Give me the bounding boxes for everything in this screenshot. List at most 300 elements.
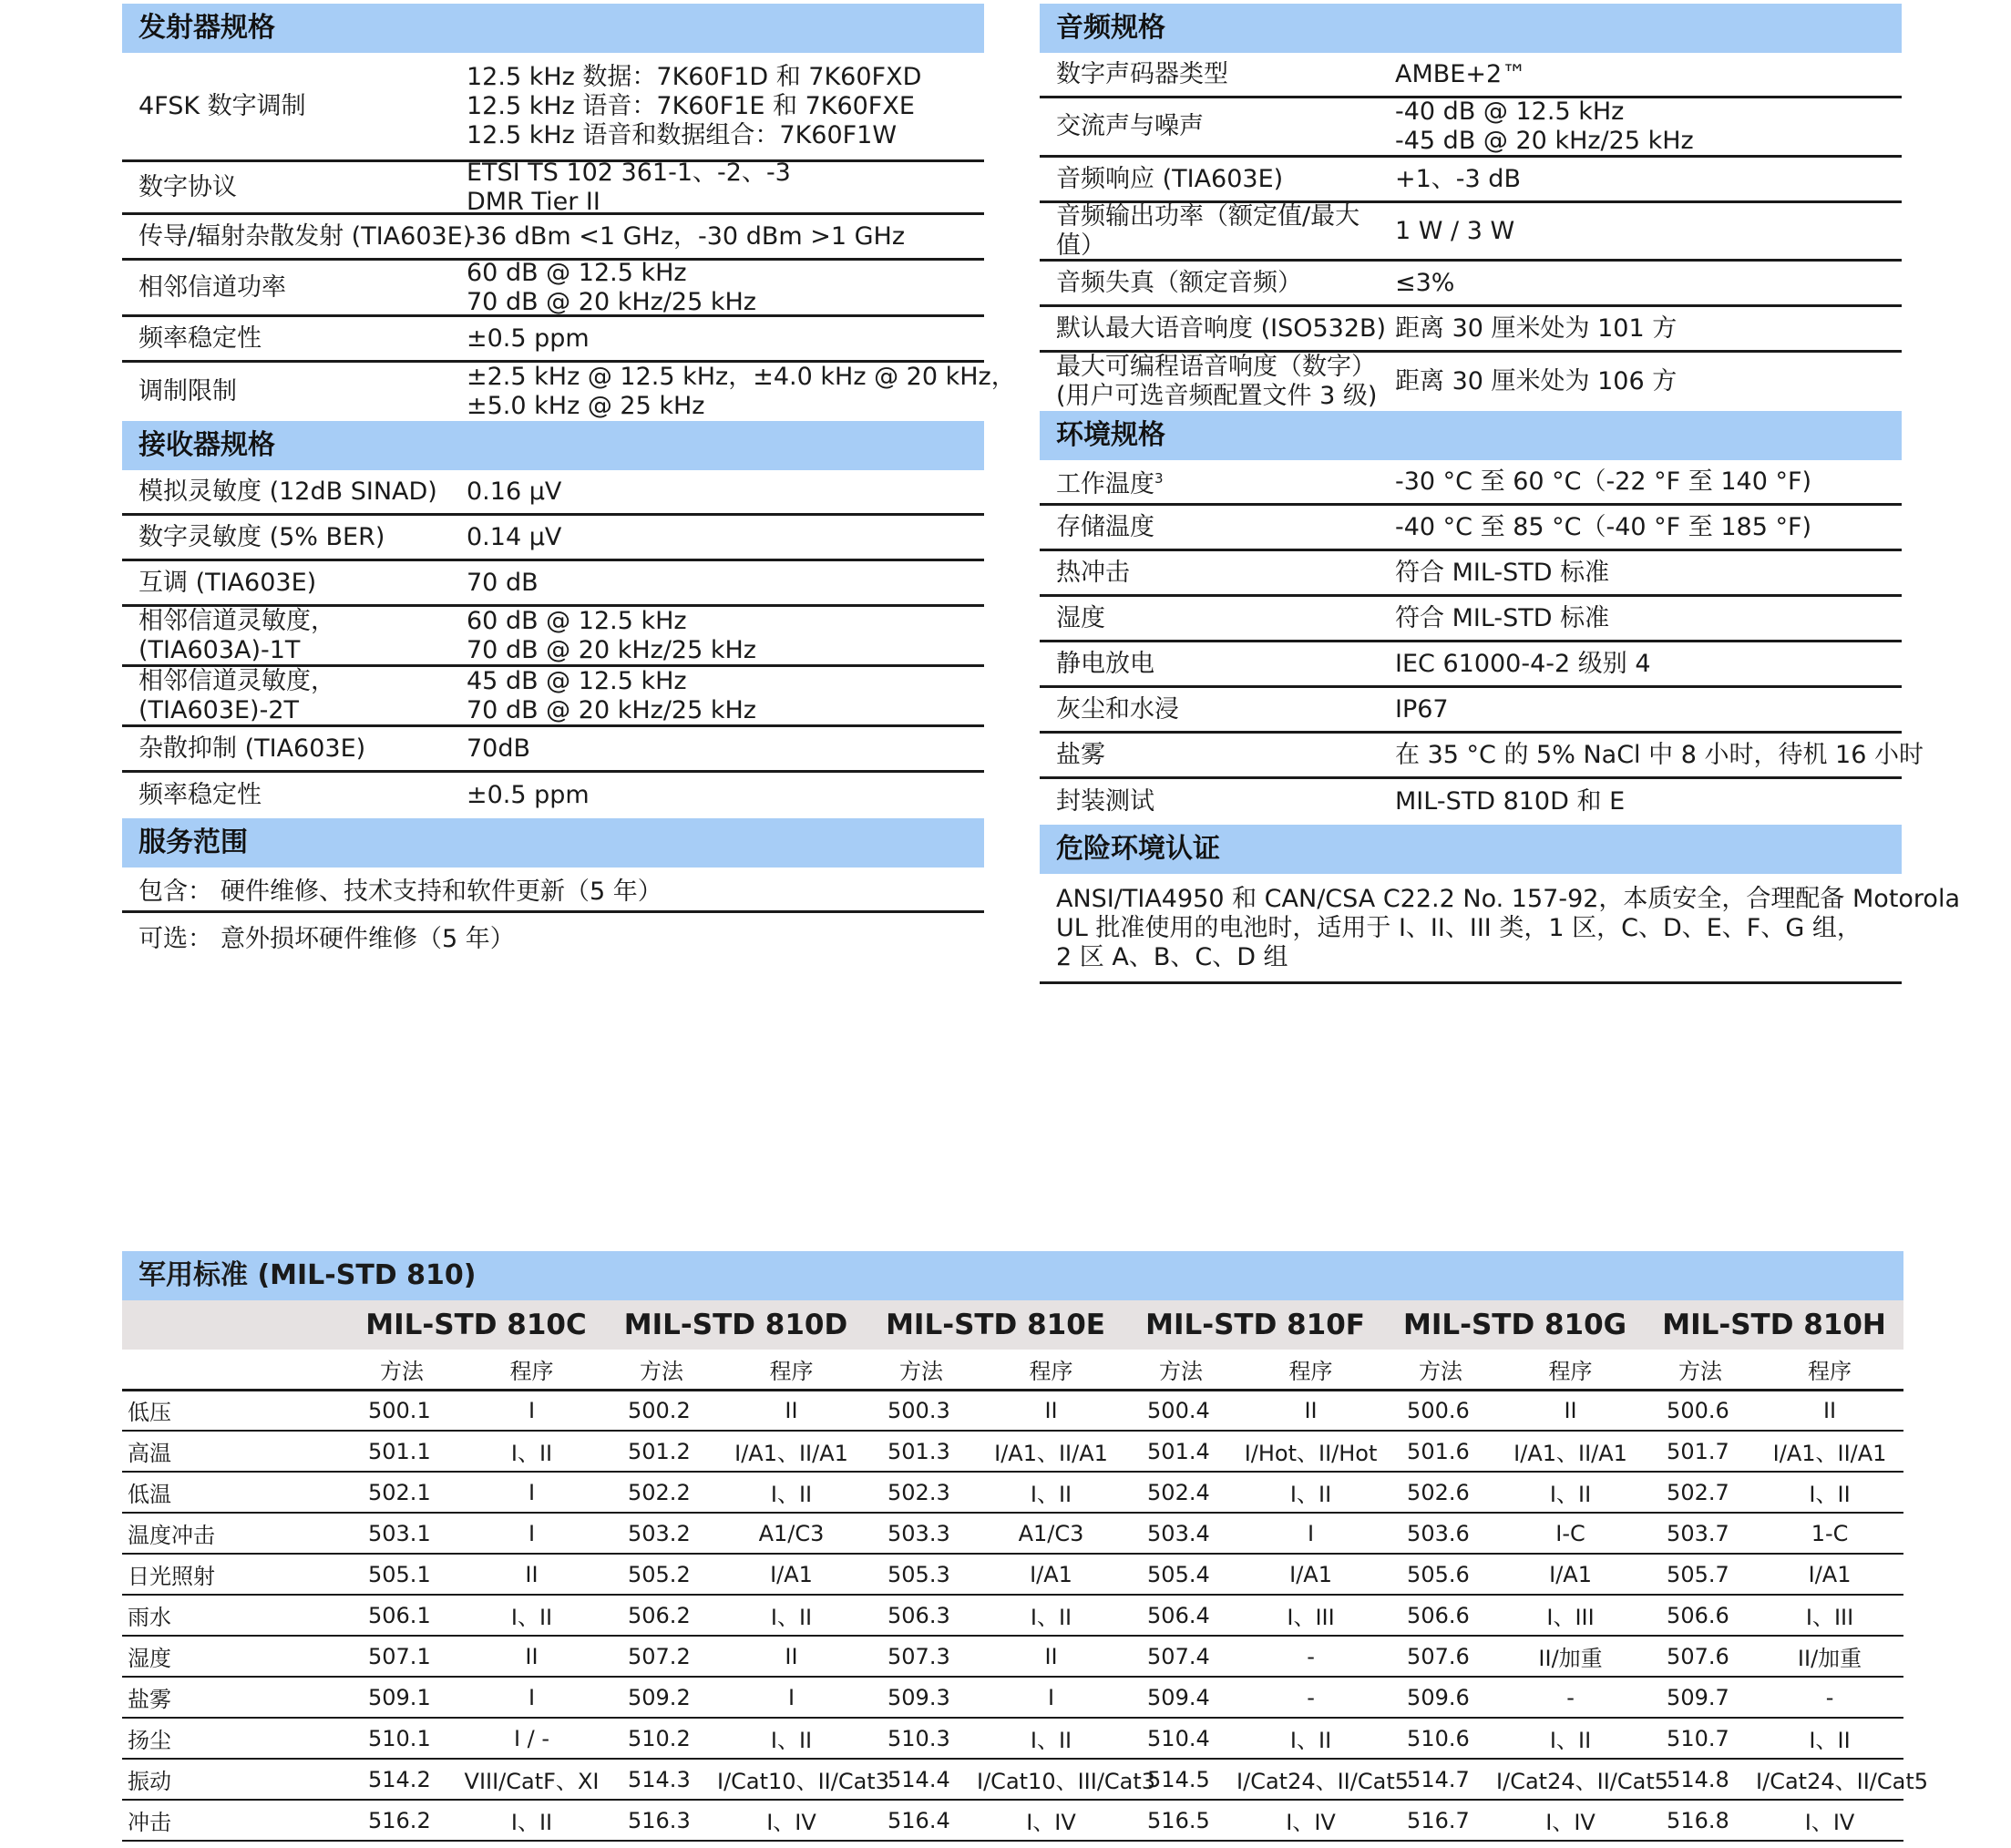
spec-row xyxy=(122,158,984,216)
test-name: 雨水 xyxy=(122,1595,346,1636)
spec-label-line: 互调 (TIA603E) xyxy=(139,568,317,597)
standards-header-row xyxy=(122,1300,1903,1350)
method-cell: 510.7 xyxy=(1645,1718,1756,1759)
method-cell: 507.4 xyxy=(1125,1636,1236,1677)
procedure-cell: I、II xyxy=(457,1431,606,1472)
method-cell: 501.2 xyxy=(606,1431,717,1472)
spec-label xyxy=(1040,112,1395,141)
standard-name: MIL-STD 810C xyxy=(346,1300,606,1350)
spec-value xyxy=(467,259,984,317)
spec-row xyxy=(122,470,984,516)
spec-value-line: 距离 30 厘米处为 106 方 xyxy=(1395,367,1678,395)
method-cell: 514.4 xyxy=(866,1759,977,1800)
procedure-cell: - xyxy=(1236,1636,1385,1677)
corner-cell xyxy=(122,1300,346,1350)
spec-label xyxy=(1040,353,1395,411)
spec-value xyxy=(1395,695,1902,724)
procedure-cell: I xyxy=(977,1677,1125,1718)
method-cell: 501.7 xyxy=(1645,1431,1756,1472)
method-cell: 503.6 xyxy=(1385,1513,1496,1554)
procedure-cell: - xyxy=(1236,1677,1385,1718)
procedure-header: 程序 xyxy=(1236,1350,1385,1390)
procedure-cell: I、II xyxy=(717,1595,866,1636)
procedure-cell: I/A1、II/A1 xyxy=(977,1431,1125,1472)
method-cell: 514.7 xyxy=(1385,1759,1496,1800)
spec-label-line: 存储温度 xyxy=(1056,512,1154,541)
spec-row xyxy=(1040,53,1902,98)
procedure-cell: I xyxy=(457,1513,606,1554)
spec-label xyxy=(122,667,467,725)
spec-value-line: ±0.5 ppm xyxy=(467,781,590,809)
procedure-header: 程序 xyxy=(1496,1350,1645,1390)
spec-value-line: +1、-3 dB xyxy=(1395,164,1521,193)
spec-value-line: -36 dBm <1 GHz，-30 dBm >1 GHz xyxy=(467,221,906,251)
table-row xyxy=(122,1759,1903,1800)
spec-row xyxy=(1040,203,1902,262)
spec-value xyxy=(467,63,984,150)
spec-label xyxy=(122,221,473,252)
spec-value-line: DMR Tier II xyxy=(467,187,600,216)
procedure-cell: I-C xyxy=(1496,1513,1645,1554)
method-cell: 505.4 xyxy=(1125,1554,1236,1595)
procedure-cell: II xyxy=(977,1636,1125,1677)
spec-label-line: 4FSK 数字调制 xyxy=(139,91,306,120)
method-cell: 510.4 xyxy=(1125,1718,1236,1759)
procedure-cell: I、II xyxy=(1496,1718,1645,1759)
table-row xyxy=(122,1513,1903,1554)
hazardous-text xyxy=(1040,874,1960,984)
spec-label-line: 频率稳定性 xyxy=(139,781,262,809)
spec-row xyxy=(122,667,984,727)
table-row xyxy=(122,1595,1903,1636)
receiver-header: 接收器规格 xyxy=(122,421,984,470)
standard-name: MIL-STD 810E xyxy=(866,1300,1125,1350)
test-name: 温度冲击 xyxy=(122,1513,346,1554)
spec-value xyxy=(467,324,984,354)
method-cell: 501.1 xyxy=(346,1431,457,1472)
spec-label-line: 数字协议 xyxy=(139,172,237,201)
procedure-cell: I、II xyxy=(977,1472,1125,1513)
spec-value-line: -30 °C 至 60 °C（-22 °F 至 140 °F) xyxy=(1395,467,1812,496)
method-cell: 516.3 xyxy=(606,1800,717,1841)
method-cell: 509.4 xyxy=(1125,1677,1236,1718)
spec-label-line: (用户可选音频配置文件 3 级) xyxy=(1056,382,1378,410)
spec-label xyxy=(1040,464,1395,499)
spec-label xyxy=(1040,202,1395,261)
spec-value-line: IP67 xyxy=(1395,694,1449,724)
spec-label xyxy=(1040,741,1395,770)
procedure-cell: I/Cat10、III/Cat3 xyxy=(977,1759,1125,1800)
method-cell: 509.6 xyxy=(1385,1677,1496,1718)
subheader-row xyxy=(122,1350,1903,1390)
spec-label xyxy=(1040,695,1395,724)
spec-value-line: -40 °C 至 85 °C（-40 °F 至 185 °F) xyxy=(1395,512,1812,541)
table-row xyxy=(122,1390,1903,1431)
spec-label xyxy=(1040,559,1395,588)
method-cell: 500.6 xyxy=(1385,1390,1496,1431)
spec-label-line: 音频响应 (TIA603E) xyxy=(1056,164,1284,193)
spec-label xyxy=(1040,650,1395,679)
method-cell: 510.6 xyxy=(1385,1718,1496,1759)
table-row xyxy=(122,1636,1903,1677)
spec-label-line: 热冲击 xyxy=(1056,558,1130,587)
test-name: 低压 xyxy=(122,1390,346,1431)
spec-label-line: 工作温度$^3$ xyxy=(1056,470,1164,498)
table-row xyxy=(122,1472,1903,1513)
spec-label xyxy=(122,607,467,665)
procedure-cell: VIII/CatF、XI xyxy=(457,1759,606,1800)
method-header: 方法 xyxy=(866,1350,977,1390)
test-name: 振动 xyxy=(122,1759,346,1800)
method-cell: 500.3 xyxy=(866,1390,977,1431)
method-cell: 510.1 xyxy=(346,1718,457,1759)
service-row xyxy=(122,913,984,959)
spec-label-line: 相邻信道功率 xyxy=(139,272,286,302)
spec-value-line: 70 dB @ 20 kHz/25 kHz xyxy=(467,287,756,316)
spec-row xyxy=(122,215,984,261)
method-cell: 507.2 xyxy=(606,1636,717,1677)
spec-row xyxy=(122,607,984,667)
test-name: 盐雾 xyxy=(122,1677,346,1718)
procedure-cell: I、IV xyxy=(1236,1800,1385,1841)
spec-label-line: 音频输出功率（额定值/最大 xyxy=(1056,201,1360,231)
procedure-cell: II xyxy=(977,1390,1125,1431)
test-name: 低温 xyxy=(122,1472,346,1513)
spec-value-line: 70 dB xyxy=(467,568,539,597)
procedure-cell: 1-C xyxy=(1756,1513,1903,1554)
procedure-cell: I xyxy=(457,1677,606,1718)
spec-value-line: 12.5 kHz 数据：7K60F1D 和 7K60FXD xyxy=(467,62,922,91)
method-header: 方法 xyxy=(346,1350,457,1390)
spec-value-line: 在 35 °C 的 5% NaCl 中 8 小时，待机 16 小时 xyxy=(1395,740,1924,769)
spec-label-line: 模拟灵敏度 (12dB SINAD) xyxy=(139,477,437,506)
procedure-cell: I、II xyxy=(1756,1472,1903,1513)
procedure-cell: I、IV xyxy=(1756,1800,1903,1841)
spec-row xyxy=(122,727,984,773)
spec-row xyxy=(1040,597,1902,642)
spec-value-line: 符合 MIL-STD 标准 xyxy=(1395,558,1610,587)
spec-value-line: IEC 61000-4-2 级别 4 xyxy=(1395,649,1651,678)
spec-label-line: 音频失真（额定音频） xyxy=(1056,268,1302,297)
method-cell: 505.6 xyxy=(1385,1554,1496,1595)
procedure-cell: II xyxy=(717,1636,866,1677)
spec-label-line: (TIA603A)-1T xyxy=(139,635,301,664)
spec-row xyxy=(122,773,984,818)
procedure-cell: I、II xyxy=(457,1800,606,1841)
spec-label-line: 频率稳定性 xyxy=(139,323,262,353)
method-cell: 500.4 xyxy=(1125,1390,1236,1431)
procedure-header: 程序 xyxy=(1756,1350,1903,1390)
method-cell: 506.6 xyxy=(1385,1595,1496,1636)
spec-value-line: 45 dB @ 12.5 kHz xyxy=(467,666,687,695)
spec-value xyxy=(1395,269,1902,298)
spec-label-line: 传导/辐射杂散发射 (TIA603E) xyxy=(139,221,473,251)
spec-label xyxy=(122,173,467,202)
spec-value-line: ±5.0 kHz @ 25 kHz xyxy=(467,392,705,420)
spec-row xyxy=(1040,262,1902,307)
test-name: 高温 xyxy=(122,1431,346,1472)
procedure-cell: I、II xyxy=(1756,1718,1903,1759)
test-name: 日光照射 xyxy=(122,1554,346,1595)
procedure-cell: I、II xyxy=(1236,1718,1385,1759)
spec-row xyxy=(1040,158,1902,203)
procedure-cell: I/Hot、II/Hot xyxy=(1236,1431,1385,1472)
spec-label-line: 值） xyxy=(1056,231,1105,260)
method-cell: 500.1 xyxy=(346,1390,457,1431)
method-cell: 509.7 xyxy=(1645,1677,1756,1718)
spec-value xyxy=(1395,98,1902,156)
procedure-cell: I/Cat24、II/Cat5 xyxy=(1496,1759,1645,1800)
method-cell: 516.2 xyxy=(346,1800,457,1841)
method-header: 方法 xyxy=(1125,1350,1236,1390)
spec-label xyxy=(122,273,467,303)
method-cell: 502.6 xyxy=(1385,1472,1496,1513)
spec-value xyxy=(1395,604,1902,633)
spec-label xyxy=(122,477,467,507)
procedure-cell: II xyxy=(1236,1390,1385,1431)
spec-value-line: AMBE+2™ xyxy=(1395,59,1527,88)
method-cell: 506.6 xyxy=(1645,1595,1756,1636)
method-cell: 510.2 xyxy=(606,1718,717,1759)
procedure-cell: I xyxy=(457,1390,606,1431)
spec-label xyxy=(122,734,467,764)
spec-row xyxy=(122,53,984,162)
method-cell: 502.1 xyxy=(346,1472,457,1513)
procedure-cell: - xyxy=(1756,1677,1903,1718)
spec-value xyxy=(1395,314,1902,344)
spec-label xyxy=(122,523,467,552)
hazardous-line: ANSI/TIA4950 和 CAN/CSA C22.2 No. 157-92，本质安全，合理配备 Motorola xyxy=(1056,885,1960,913)
method-cell: 503.2 xyxy=(606,1513,717,1554)
method-cell: 505.1 xyxy=(346,1554,457,1595)
procedure-cell: I/A1 xyxy=(1496,1554,1645,1595)
spec-label-line: 杂散抑制 (TIA603E) xyxy=(139,734,366,763)
spec-row xyxy=(1040,734,1924,779)
method-cell: 509.1 xyxy=(346,1677,457,1718)
method-cell: 509.3 xyxy=(866,1677,977,1718)
table-row xyxy=(122,1554,1903,1595)
test-name: 扬尘 xyxy=(122,1718,346,1759)
spec-value-line: 60 dB @ 12.5 kHz xyxy=(467,606,687,635)
spec-value xyxy=(1395,559,1902,588)
procedure-cell: I、III xyxy=(1756,1595,1903,1636)
spec-value xyxy=(467,607,984,665)
spec-value xyxy=(467,159,984,217)
method-cell: 503.4 xyxy=(1125,1513,1236,1554)
spec-label xyxy=(1040,314,1395,344)
spec-value-line: -40 dB @ 12.5 kHz xyxy=(1395,98,1625,126)
procedure-cell: A1/C3 xyxy=(977,1513,1125,1554)
spec-value-line: 12.5 kHz 语音和数据组合：7K60F1W xyxy=(467,120,898,149)
procedure-cell: I、III xyxy=(1236,1595,1385,1636)
spec-value xyxy=(467,363,1016,421)
procedure-cell: I xyxy=(457,1472,606,1513)
method-cell: 514.5 xyxy=(1125,1759,1236,1800)
method-cell: 516.7 xyxy=(1385,1800,1496,1841)
spec-label-line: 盐雾 xyxy=(1056,740,1105,769)
spec-value-line: 符合 MIL-STD 标准 xyxy=(1395,603,1610,632)
military-title: 军用标准 (MIL-STD 810) xyxy=(122,1251,1903,1300)
military-table xyxy=(122,1300,1929,1842)
spec-value xyxy=(1395,740,1924,770)
spec-label-line: 相邻信道灵敏度， xyxy=(139,666,335,695)
standard-name: MIL-STD 810H xyxy=(1645,1300,1903,1350)
spec-row xyxy=(1040,551,1902,597)
spec-row xyxy=(122,317,984,363)
procedure-cell: I、III xyxy=(1496,1595,1645,1636)
method-cell: 502.4 xyxy=(1125,1472,1236,1513)
spec-label-line: 封装测试 xyxy=(1056,787,1154,816)
procedure-cell: I/A1、II/A1 xyxy=(1756,1431,1903,1472)
service-row xyxy=(122,868,984,913)
method-cell: 500.6 xyxy=(1645,1390,1756,1431)
method-cell: 509.2 xyxy=(606,1677,717,1718)
method-cell: 503.3 xyxy=(866,1513,977,1554)
spec-label xyxy=(122,781,467,810)
method-cell: 503.1 xyxy=(346,1513,457,1554)
spec-value xyxy=(467,222,984,252)
footnote-mark: 3 xyxy=(1154,470,1164,487)
spec-row xyxy=(1040,779,1902,825)
spec-value xyxy=(1395,217,1902,246)
table-row xyxy=(122,1677,1903,1718)
method-cell: 502.2 xyxy=(606,1472,717,1513)
spec-label xyxy=(1040,513,1395,542)
method-cell: 501.6 xyxy=(1385,1431,1496,1472)
spec-label xyxy=(122,377,467,406)
standard-name: MIL-STD 810F xyxy=(1125,1300,1385,1350)
spec-value xyxy=(1395,367,1902,396)
procedure-cell: I、II xyxy=(717,1472,866,1513)
audio-header: 音频规格 xyxy=(1040,4,1902,53)
procedure-header: 程序 xyxy=(977,1350,1125,1390)
procedure-cell: II xyxy=(1496,1390,1645,1431)
method-cell: 507.6 xyxy=(1385,1636,1496,1677)
spec-row xyxy=(1040,688,1902,734)
procedure-header: 程序 xyxy=(457,1350,606,1390)
spec-value-line: 12.5 kHz 语音：7K60F1E 和 7K60FXE xyxy=(467,91,915,120)
spec-value xyxy=(467,781,984,810)
spec-value xyxy=(467,734,984,764)
test-name: 湿度 xyxy=(122,1636,346,1677)
spec-value-line: 1 W / 3 W xyxy=(1395,216,1515,245)
procedure-cell: II xyxy=(717,1390,866,1431)
method-header: 方法 xyxy=(1385,1350,1496,1390)
service-header: 服务范围 xyxy=(122,818,984,868)
method-cell: 506.2 xyxy=(606,1595,717,1636)
method-cell: 516.8 xyxy=(1645,1800,1756,1841)
test-name: 冲击 xyxy=(122,1800,346,1841)
method-cell: 505.2 xyxy=(606,1554,717,1595)
spec-value-line: 距离 30 厘米处为 101 方 xyxy=(1395,313,1678,343)
spec-value-line: ±0.5 ppm xyxy=(467,323,590,353)
transmitter-table xyxy=(122,53,1016,421)
method-header: 方法 xyxy=(1645,1350,1756,1390)
spec-row xyxy=(1040,460,1902,506)
spec-row xyxy=(1040,353,1902,411)
method-cell: 516.5 xyxy=(1125,1800,1236,1841)
standard-name: MIL-STD 810G xyxy=(1385,1300,1645,1350)
method-header: 方法 xyxy=(606,1350,717,1390)
spec-value-line: 0.16 µV xyxy=(467,477,562,506)
spec-label-line: 相邻信道灵敏度， xyxy=(139,606,335,635)
spec-value-line: 70 dB @ 20 kHz/25 kHz xyxy=(467,695,756,724)
spec-row xyxy=(1040,642,1902,688)
corner-cell xyxy=(122,1350,346,1390)
method-cell: 514.3 xyxy=(606,1759,717,1800)
procedure-cell: I、II xyxy=(977,1595,1125,1636)
method-cell: 501.3 xyxy=(866,1431,977,1472)
spec-label xyxy=(1040,60,1395,89)
spec-row xyxy=(122,363,1016,421)
spec-value-line: ±2.5 kHz @ 12.5 kHz，±4.0 kHz @ 20 kHz， xyxy=(467,363,1016,391)
method-cell: 500.2 xyxy=(606,1390,717,1431)
spec-label xyxy=(1040,269,1395,298)
environment-header: 环境规格 xyxy=(1040,411,1902,460)
spec-label xyxy=(1040,604,1395,633)
method-cell: 501.4 xyxy=(1125,1431,1236,1472)
table-row xyxy=(122,1431,1903,1472)
procedure-cell: I/Cat10、II/Cat3 xyxy=(717,1759,866,1800)
standard-name: MIL-STD 810D xyxy=(606,1300,866,1350)
spec-label-line: 数字灵敏度 (5% BER) xyxy=(139,522,385,551)
procedure-cell: I、II xyxy=(1236,1472,1385,1513)
procedure-cell: I、II xyxy=(717,1718,866,1759)
procedure-cell: II/加重 xyxy=(1496,1636,1645,1677)
spec-value xyxy=(1395,60,1902,89)
spec-row xyxy=(122,516,984,561)
spec-value xyxy=(1395,650,1902,679)
procedure-cell: I / - xyxy=(457,1718,606,1759)
spec-row xyxy=(122,258,984,317)
spec-value-line: ETSI TS 102 361-1、-2、-3 xyxy=(467,158,791,187)
service-value: 意外损坏硬件维修（5 年） xyxy=(221,924,515,953)
spec-label-line: 最大可编程语音响度（数字） xyxy=(1056,353,1376,381)
spec-value-line: ≤3% xyxy=(1395,268,1455,297)
procedure-cell: I xyxy=(717,1677,866,1718)
service-label: 包含： xyxy=(139,878,212,906)
military-standards xyxy=(122,1251,1929,1842)
table-row xyxy=(122,1800,1903,1841)
spec-value xyxy=(1395,513,1902,542)
spec-label-line: 湿度 xyxy=(1056,603,1105,632)
spec-value-line: -45 dB @ 20 kHz/25 kHz xyxy=(1395,127,1694,155)
procedure-cell: I、IV xyxy=(717,1800,866,1841)
environment-table xyxy=(1040,460,1924,825)
procedure-cell: - xyxy=(1496,1677,1645,1718)
method-cell: 516.4 xyxy=(866,1800,977,1841)
method-cell: 506.3 xyxy=(866,1595,977,1636)
spec-label-line: 数字声码器类型 xyxy=(1056,59,1228,88)
procedure-cell: I/Cat24、II/Cat5 xyxy=(1236,1759,1385,1800)
spec-label xyxy=(122,324,467,354)
spec-label-line: 交流声与噪声 xyxy=(1056,112,1204,140)
method-cell: 507.3 xyxy=(866,1636,977,1677)
spec-label-line: 灰尘和水浸 xyxy=(1056,694,1179,724)
method-cell: 507.1 xyxy=(346,1636,457,1677)
spec-value xyxy=(467,477,984,507)
method-cell: 510.3 xyxy=(866,1718,977,1759)
procedure-cell: I、IV xyxy=(977,1800,1125,1841)
procedure-cell: I、IV xyxy=(1496,1800,1645,1841)
method-cell: 507.6 xyxy=(1645,1636,1756,1677)
spec-label xyxy=(1040,165,1395,194)
hazardous-header: 危险环境认证 xyxy=(1040,825,1902,874)
table-row xyxy=(122,1718,1903,1759)
audio-table xyxy=(1040,53,1902,411)
spec-row xyxy=(1040,506,1902,551)
spec-label-line: 默认最大语音响度 (ISO532B) xyxy=(1056,313,1387,343)
